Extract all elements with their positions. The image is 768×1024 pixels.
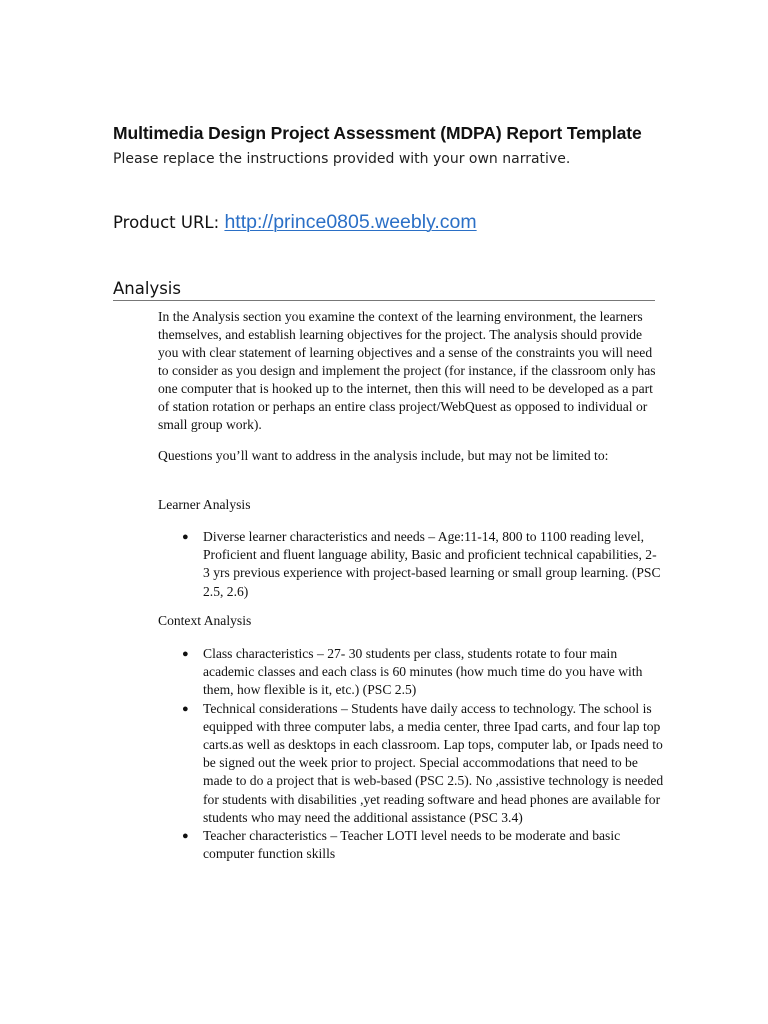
list-item-text: Teacher characteristics – Teacher LOTI level needs to be moderate and basic computer function skills <box>203 828 621 862</box>
bullet-icon: ● <box>182 830 189 843</box>
analysis-intro-text: In the Analysis section you examine the context of the learning environment, the learners themselves, and establish learning objectives for the project. The analysis should provide you with clear statement of learning objectives and a sense of the constraints you will need to consider as you design and implement the project (for instance, if the classroom only has one computer that is hooked up to the internet, then this will need to be developed as a part of station rotation or perhaps an entire class project/WebQuest as opposed to individual or small group work). <box>158 309 656 432</box>
questions-paragraph <box>158 447 664 465</box>
questions-text: Questions you’ll want to address in the analysis include, but may not be limited to: <box>158 448 609 463</box>
section-divider <box>113 300 655 301</box>
bullet-icon: ● <box>182 648 189 660</box>
learner-analysis-heading: Learner Analysis <box>158 497 251 512</box>
list-item-text: Diverse learner characteristics and needs – Age:11-14, 800 to 1100 reading level, Proficient and fluent language ability, Basic and proficient technical capabilities, 2- 3 yrs previous experience with project-based learning or small group learning. (PSC 2.5, 2.6) <box>203 529 661 599</box>
analysis-intro-paragraph <box>158 308 664 434</box>
list-item <box>158 645 664 700</box>
list-item <box>158 528 664 601</box>
learner-analysis-list <box>158 528 664 601</box>
document-subtitle: Please replace the instructions provided with your own narrative. <box>113 151 571 167</box>
product-url-line <box>113 211 477 234</box>
list-item-text: Class characteristics – 27- 30 students per class, students rotate to four main academic classes and each class is 60 minutes (how much time do you have with them, how flexible is it, etc.) (PSC 2.5) <box>203 646 643 698</box>
analysis-heading: Analysis <box>113 279 181 298</box>
list-item <box>158 700 664 827</box>
product-url-link[interactable]: http://prince0805.weebly.com <box>224 211 477 233</box>
context-analysis-list <box>158 645 664 863</box>
bullet-icon: ● <box>182 531 189 543</box>
product-url-label: Product URL: <box>113 213 225 232</box>
list-item-text: Technical considerations – Students have daily access to technology. The school is equipped with three computer labs, a media center, three Ipad carts, and four lap top carts.as well as desktops in each classroom. Lap tops, computer lab, or Ipads need to be signed out the week prior to project. Special accommodations that need to be made to do a project that is web-based (PSC 2.5). No ,assistive technology is needed for students with disabilities ,yet reading software and head phones are available for students who may need the additional assistance (PSC 3.4) <box>203 700 664 825</box>
bullet-icon: ● <box>182 702 189 715</box>
document-title: Multimedia Design Project Assessment (MDPA) Report Template <box>113 123 642 143</box>
list-item <box>158 827 664 863</box>
context-analysis-heading: Context Analysis <box>158 613 252 628</box>
